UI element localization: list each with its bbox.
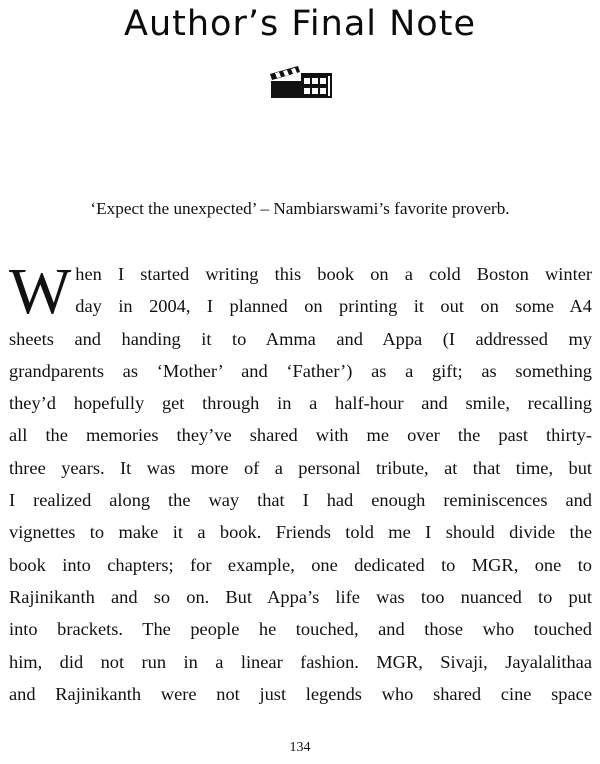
epigraph-quote: ‘Expect the unexpected’ – Nambiarswami’s favorite proverb. [90,199,510,218]
text-line: him, did not run in a linear fashion. MGR, Sivaji, Jayalalithaa [9,651,592,672]
text-line: Rajinikanth and so on. But Appa’s life was too nuanced to put [9,586,592,607]
text-line: hen I started writing this book on a cold Boston winter [75,264,592,284]
text-line: day in 2004, I planned on printing it out on some A4 [75,296,592,317]
body-paragraph [9,255,592,710]
text-line: into brackets. The people he touched, and those who touched [9,619,592,640]
text-line: and Rajinikanth were not just legends who shared cine space [9,683,592,704]
text-line: vignettes to make it a book. Friends told me I should divide the [9,522,592,543]
drop-cap-letter: W [9,255,72,328]
clapperboard-film-icon [268,64,334,100]
page-number: 134 [289,740,311,755]
text-line: I realized along the way that I had enough reminiscences and [9,490,592,511]
text-line: they’d hopefully get through in a half-hour and smile, recalling [9,393,592,414]
chapter-title: Author’s Final Note [124,4,476,44]
text-line: grandparents as ‘Mother’ and ‘Father’) as a gift; as something [9,360,592,381]
text-line: all the memories they’ve shared with me over the past thirty- [9,425,592,446]
text-line: sheets and handing it to Amma and Appa (I addressed my [9,328,592,349]
text-line: book into chapters; for example, one dedicated to MGR, one to [9,554,592,575]
text-line: three years. It was more of a personal tribute, at that time, but [9,457,592,478]
